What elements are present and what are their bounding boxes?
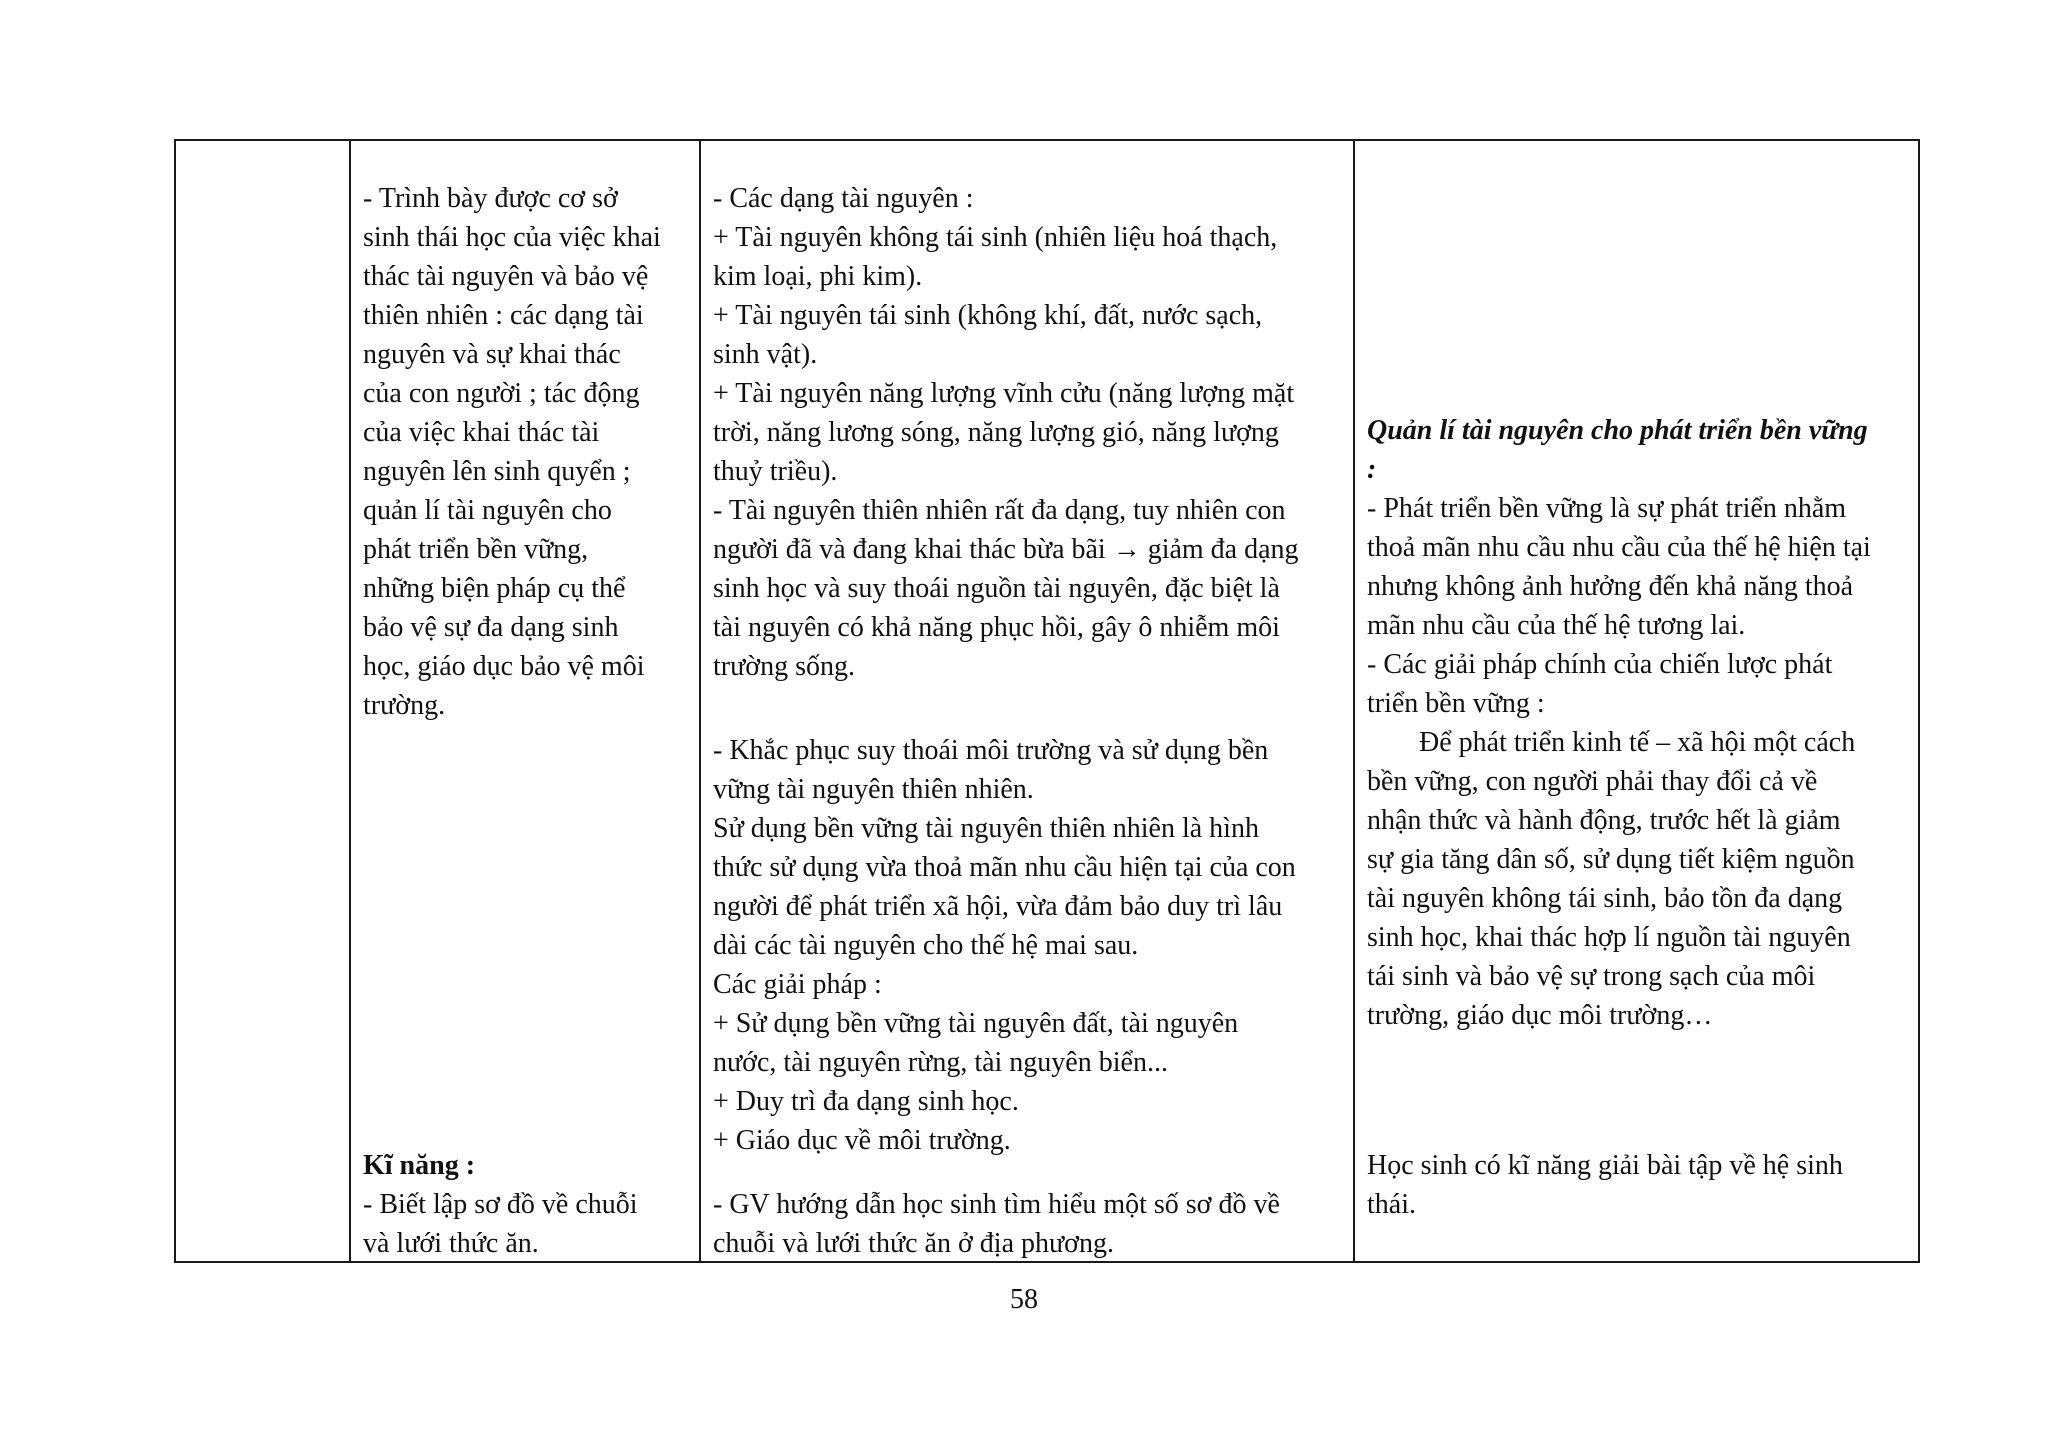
text-line: sinh thái học của việc khai	[363, 222, 661, 253]
text-line: những biện pháp cụ thể	[363, 573, 626, 604]
cell-content	[701, 141, 1353, 1261]
resource-types-text	[713, 179, 1299, 686]
text-line: + Tài nguyên tái sinh (không khí, đất, nước sạch,	[713, 300, 1263, 331]
text-line: nhưng không ảnh hưởng đến khả năng thoả	[1367, 571, 1854, 602]
text-line: dài các tài nguyên cho thế hệ mai sau.	[713, 930, 1139, 961]
section-heading: :	[1367, 454, 1377, 485]
text-line: tài nguyên không tái sinh, bảo tồn đa dạng	[1367, 883, 1843, 914]
text-line: thoả mãn nhu cầu nhu cầu của thế hệ hiện tại	[1367, 532, 1871, 563]
cell-content	[176, 141, 349, 1261]
text-line: - Khắc phục suy thoái môi trường và sử dụng bền	[713, 735, 1269, 766]
text-line: và lưới thức ăn.	[363, 1228, 539, 1259]
text-line: quản lí tài nguyên cho	[363, 495, 612, 526]
text-line: trời, năng lương sóng, năng lượng gió, năng lượng	[713, 417, 1279, 448]
text-line: sinh vật).	[713, 339, 818, 370]
text-line: bảo vệ sự đa dạng sinh	[363, 612, 619, 643]
text-line: + Duy trì đa dạng sinh học.	[713, 1086, 1019, 1117]
text-line: bền vững, con người phải thay đổi cả về	[1367, 766, 1818, 797]
text-line: sinh học và suy thoái nguồn tài nguyên, đặc biệt là	[713, 573, 1280, 604]
text-line: sinh học, khai thác hợp lí nguồn tài nguyên	[1367, 922, 1851, 953]
page-number: 58	[1010, 1284, 1038, 1315]
text-line: + Tài nguyên năng lượng vĩnh cửu (năng lượng mặt	[713, 378, 1295, 409]
text-line: trường sống.	[713, 651, 855, 682]
text-line: Học sinh có kĩ năng giải bài tập về hệ sinh	[1367, 1150, 1843, 1181]
text-line: mãn nhu cầu của thế hệ tương lai.	[1367, 610, 1746, 641]
text-line: nguyên lên sinh quyển ;	[363, 456, 631, 487]
text-line: - GV hướng dẫn học sinh tìm hiểu một số sơ đồ về	[713, 1189, 1280, 1220]
text-line: - Các dạng tài nguyên :	[713, 183, 974, 214]
cell-content	[351, 141, 699, 1261]
sustainable-management-text	[1367, 411, 1871, 1035]
text-line: thái.	[1367, 1189, 1416, 1220]
skills-activity-text	[713, 1185, 1280, 1263]
table-cell-content	[700, 140, 1354, 1262]
lesson-table	[174, 139, 1920, 1263]
text-line: + Tài nguyên không tái sinh (nhiên liệu hoá thạch,	[713, 222, 1278, 253]
text-line: học, giáo dục bảo vệ môi	[363, 651, 645, 682]
text-line: thiên nhiên : các dạng tài	[363, 300, 644, 331]
text-line: - Phát triển bền vững là sự phát triển nhằm	[1367, 493, 1847, 524]
text-line: chuỗi và lưới thức ăn ở địa phương.	[713, 1228, 1114, 1259]
knowledge-objectives-text	[363, 179, 661, 725]
text-line: - Tài nguyên thiên nhiên rất đa dạng, tuy nhiên con	[713, 495, 1286, 526]
text-line: của con người ; tác động	[363, 378, 640, 409]
table-cell-objectives	[350, 140, 700, 1262]
skills-summary-text	[1367, 1146, 1843, 1224]
text-line: - Biết lập sơ đồ về chuỗi	[363, 1189, 638, 1220]
table-cell-empty	[175, 140, 350, 1262]
text-line: phát triển bền vững,	[363, 534, 589, 565]
text-line: thác tài nguyên và bảo vệ	[363, 261, 649, 292]
text-line: Để phát triển kinh tế – xã hội một cách	[1419, 727, 1856, 758]
text-line: thuỷ triều).	[713, 456, 838, 487]
text-line: + Sử dụng bền vững tài nguyên đất, tài nguyên	[713, 1008, 1239, 1039]
text-line: trường.	[363, 690, 446, 721]
text-line: Các giải pháp :	[713, 969, 882, 1000]
text-line: - Trình bày được cơ sở	[363, 183, 618, 214]
text-line: triển bền vững :	[1367, 688, 1545, 719]
skills-heading: Kĩ năng :	[363, 1150, 476, 1181]
text-line: người đã và đang khai thác bừa bãi → giảm đa dạng	[713, 534, 1299, 565]
text-line: - Các giải pháp chính của chiến lược phát	[1367, 649, 1833, 680]
text-line: tài nguyên có khả năng phục hồi, gây ô nhiễm môi	[713, 612, 1280, 643]
cell-content	[1355, 141, 1918, 1261]
text-line: nhận thức và hành động, trước hết là giảm	[1367, 805, 1841, 836]
text-line: thức sử dụng vừa thoả mãn nhu cầu hiện tại của con	[713, 852, 1296, 883]
text-line: người để phát triển xã hội, vừa đảm bảo duy trì lâu	[713, 891, 1283, 922]
table-cell-summary	[1354, 140, 1919, 1262]
solutions-text	[713, 731, 1296, 1160]
text-line: sự gia tăng dân số, sử dụng tiết kiệm nguồn	[1367, 844, 1855, 875]
text-line: vững tài nguyên thiên nhiên.	[713, 774, 1034, 805]
text-line: + Giáo dục về môi trường.	[713, 1125, 1011, 1156]
text-line: kim loại, phi kim).	[713, 261, 923, 292]
skills-objectives-text	[363, 1146, 638, 1263]
text-line: Sử dụng bền vững tài nguyên thiên nhiên là hình	[713, 813, 1259, 844]
section-heading: Quản lí tài nguyên cho phát triển bền vững	[1367, 415, 1868, 446]
text-line: nước, tài nguyên rừng, tài nguyên biển...	[713, 1047, 1168, 1078]
text-line: trường, giáo dục môi trường…	[1367, 1000, 1713, 1031]
text-line: tái sinh và bảo vệ sự trong sạch của môi	[1367, 961, 1816, 992]
text-line: của việc khai thác tài	[363, 417, 600, 448]
text-line: nguyên và sự khai thác	[363, 339, 621, 370]
table-row	[175, 140, 1919, 1262]
